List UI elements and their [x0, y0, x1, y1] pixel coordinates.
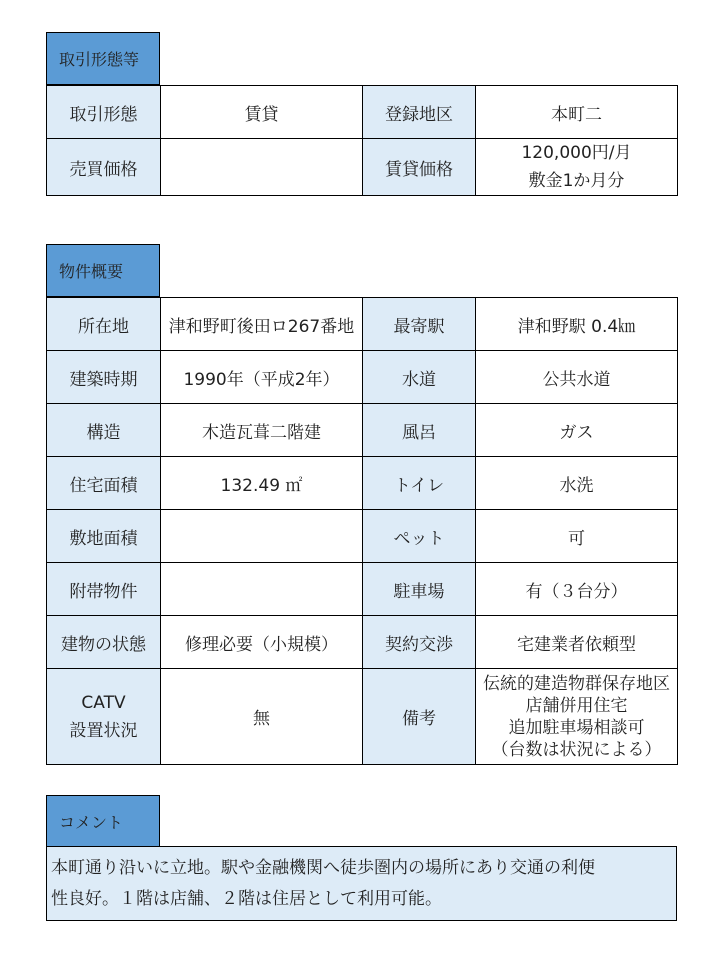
toilet-value: 水洗 [476, 457, 678, 510]
built-label: 建築時期 [47, 351, 161, 404]
rent-price-deposit: 敷金1か月分 [528, 171, 625, 191]
table-row [47, 457, 678, 510]
notes-line: 追加駐車場相談可 [508, 717, 645, 738]
transaction-table [46, 85, 678, 196]
land-area-value [161, 510, 363, 563]
table-row [47, 404, 678, 457]
contract-value: 宅建業者依頼型 [476, 616, 678, 669]
pet-value: 可 [476, 510, 678, 563]
sale-price-label: 売買価格 [47, 139, 161, 196]
type-label: 取引形態 [47, 86, 161, 139]
built-value: 1990年（平成2年） [161, 351, 363, 404]
section-title: 取引形態等 [59, 50, 140, 69]
parking-value: 有（３台分） [476, 563, 678, 616]
catv-label-line1: CATV [81, 692, 126, 713]
parking-label: 駐車場 [363, 563, 476, 616]
section-header-transaction [46, 32, 160, 85]
sale-price-value [161, 139, 363, 196]
location-value: 津和野町後田ロ267番地 [161, 298, 363, 351]
attached-label: 附帯物件 [47, 563, 161, 616]
table-row [47, 669, 678, 765]
section-title: 物件概要 [59, 262, 124, 281]
comment-line: 本町通り沿いに立地。駅や金融機関へ徒歩圏内の場所にあり交通の利便 [51, 858, 595, 878]
notes-label: 備考 [363, 669, 476, 765]
table-row [47, 563, 678, 616]
catv-label [47, 669, 161, 765]
comment-box [46, 846, 677, 921]
attached-value [161, 563, 363, 616]
condition-value: 修理必要（小規模） [161, 616, 363, 669]
table-row [47, 616, 678, 669]
station-value: 津和野駅 0.4㎞ [476, 298, 678, 351]
station-label: 最寄駅 [363, 298, 476, 351]
type-value: 賃貸 [161, 86, 363, 139]
land-area-label: 敷地面積 [47, 510, 161, 563]
district-label: 登録地区 [363, 86, 476, 139]
comment-line: 性良好。１階は店舗、２階は住居として利用可能。 [51, 889, 442, 909]
table-row [47, 86, 678, 139]
rent-price-label: 賃貸価格 [363, 139, 476, 196]
table-row [47, 351, 678, 404]
rent-price-value [476, 139, 678, 196]
water-label: 水道 [363, 351, 476, 404]
floor-area-value: 132.49 ㎡ [161, 457, 363, 510]
contract-label: 契約交渉 [363, 616, 476, 669]
bath-value: ガス [476, 404, 678, 457]
district-value: 本町二 [476, 86, 678, 139]
structure-value: 木造瓦葺二階建 [161, 404, 363, 457]
pet-label: ペット [363, 510, 476, 563]
table-row [47, 510, 678, 563]
structure-label: 構造 [47, 404, 161, 457]
notes-line: 伝統的建造物群保存地区 [483, 673, 670, 694]
table-row [47, 139, 678, 196]
notes-value [476, 669, 678, 765]
rent-price-monthly: 120,000円/月 [521, 143, 632, 163]
notes-line: 店舗併用住宅 [525, 695, 628, 716]
table-row [47, 298, 678, 351]
catv-label-line2: 設置状況 [69, 720, 138, 741]
section-title: コメント [59, 813, 124, 832]
catv-value: 無 [161, 669, 363, 765]
section-header-comment [46, 795, 160, 848]
condition-label: 建物の状態 [47, 616, 161, 669]
floor-area-label: 住宅面積 [47, 457, 161, 510]
bath-label: 風呂 [363, 404, 476, 457]
location-label: 所在地 [47, 298, 161, 351]
water-value: 公共水道 [476, 351, 678, 404]
property-table [46, 297, 678, 765]
notes-line: （台数は状況による） [491, 739, 662, 760]
toilet-label: トイレ [363, 457, 476, 510]
section-header-property [46, 244, 160, 297]
